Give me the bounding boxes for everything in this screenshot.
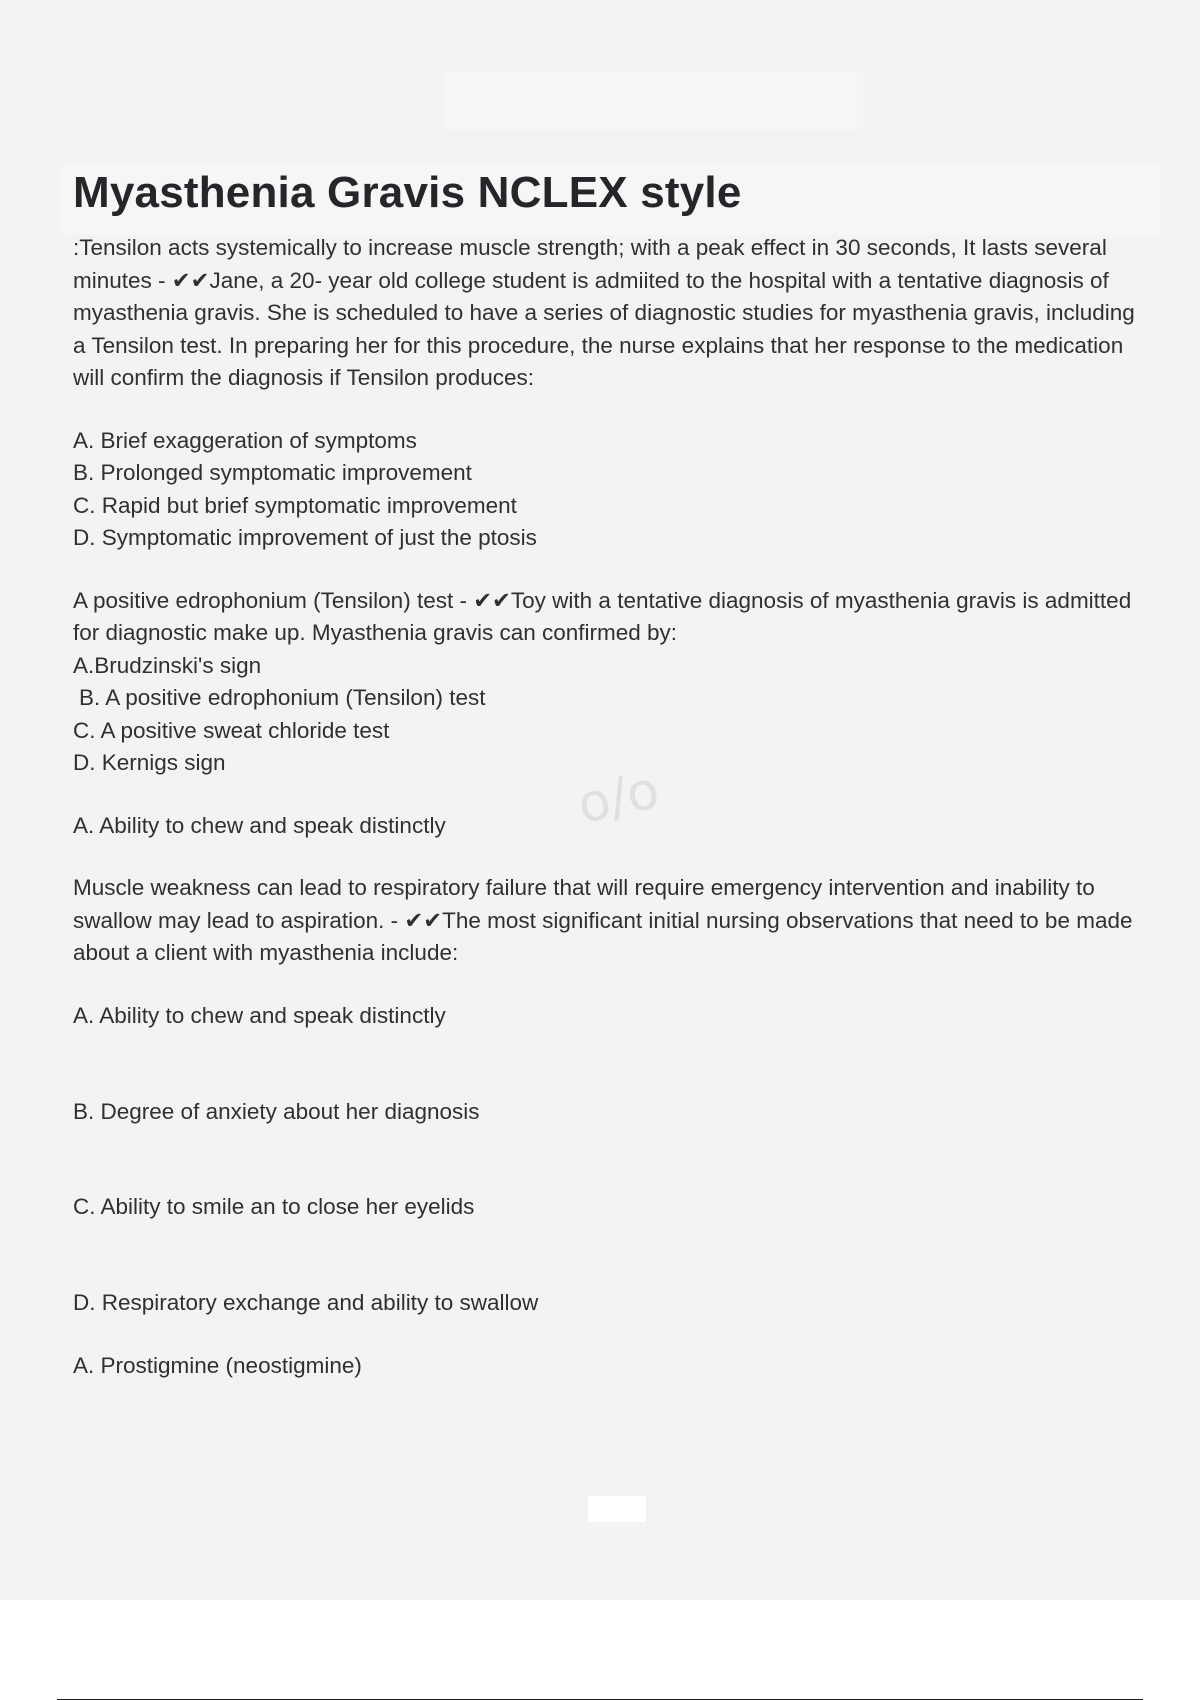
option: A. Brief exaggeration of symptoms (73, 427, 417, 453)
header-placeholder (443, 72, 863, 130)
option: C. Rapid but brief symptomatic improvement (73, 492, 517, 518)
question-3-text: Muscle weakness can lead to respiratory failure that will require emergency intervention and inability to swallow may lead to aspiration. - ✔✔The most significant initial nursing observations that need to be made about a client with myasthenia include: (73, 875, 1133, 965)
option: A. Ability to chew and speak distinctly (73, 1002, 446, 1028)
option: D. Kernigs sign (73, 750, 226, 775)
option: B. Prolonged symptomatic improvement (73, 460, 472, 485)
spacer (73, 1032, 1153, 1096)
question-2-text: A positive edrophonium (Tensilon) test - ✔✔Toy with a tentative diagnosis of myasthenia gravis is admitted for diagnostic make up. Myasthenia gravis can confirmed by: (73, 587, 1132, 645)
spacer (73, 1129, 1153, 1191)
option: C. A positive sweat chloride test (73, 717, 390, 743)
option: C. Ability to smile an to close her eyelids (73, 1193, 475, 1219)
watermark: o/o (572, 760, 665, 836)
page-title: Myasthenia Gravis NCLEX style (73, 168, 742, 217)
option: B. A positive edrophonium (Tensilon) test (79, 685, 486, 710)
question-1-text: :Tensilon acts systemically to increase muscle strength; with a peak effect in 30 seconds, It lasts several minutes - ✔✔Jane, a 20- year old college student is admiited to the hospital with a tentative diagnosis of myasthenia gravis. She is scheduled to have a series of diagnostic studies for myasthenia gravis, including a Tensilon test. In preparing her for this procedure, the nurse explains that her response to the medication will confirm the diagnosis if Tensilon produces: (73, 235, 1135, 390)
answer-line: A. Ability to chew and speak distinctly (73, 812, 446, 838)
question-3-options (73, 1000, 1153, 1320)
option: B. Degree of anxiety about her diagnosis (73, 1099, 480, 1124)
spacer (73, 1223, 1153, 1287)
option: D. Symptomatic improvement of just the ptosis (73, 525, 537, 550)
answer-line: A. Prostigmine (neostigmine) (73, 1352, 362, 1378)
question-2-options (73, 650, 1153, 780)
question-1-options (73, 425, 1153, 555)
page-number-box (588, 1496, 646, 1522)
option: A.Brudzinski's sign (73, 652, 262, 678)
option: D. Respiratory exchange and ability to swallow (73, 1290, 539, 1315)
document-content (73, 168, 1153, 1382)
